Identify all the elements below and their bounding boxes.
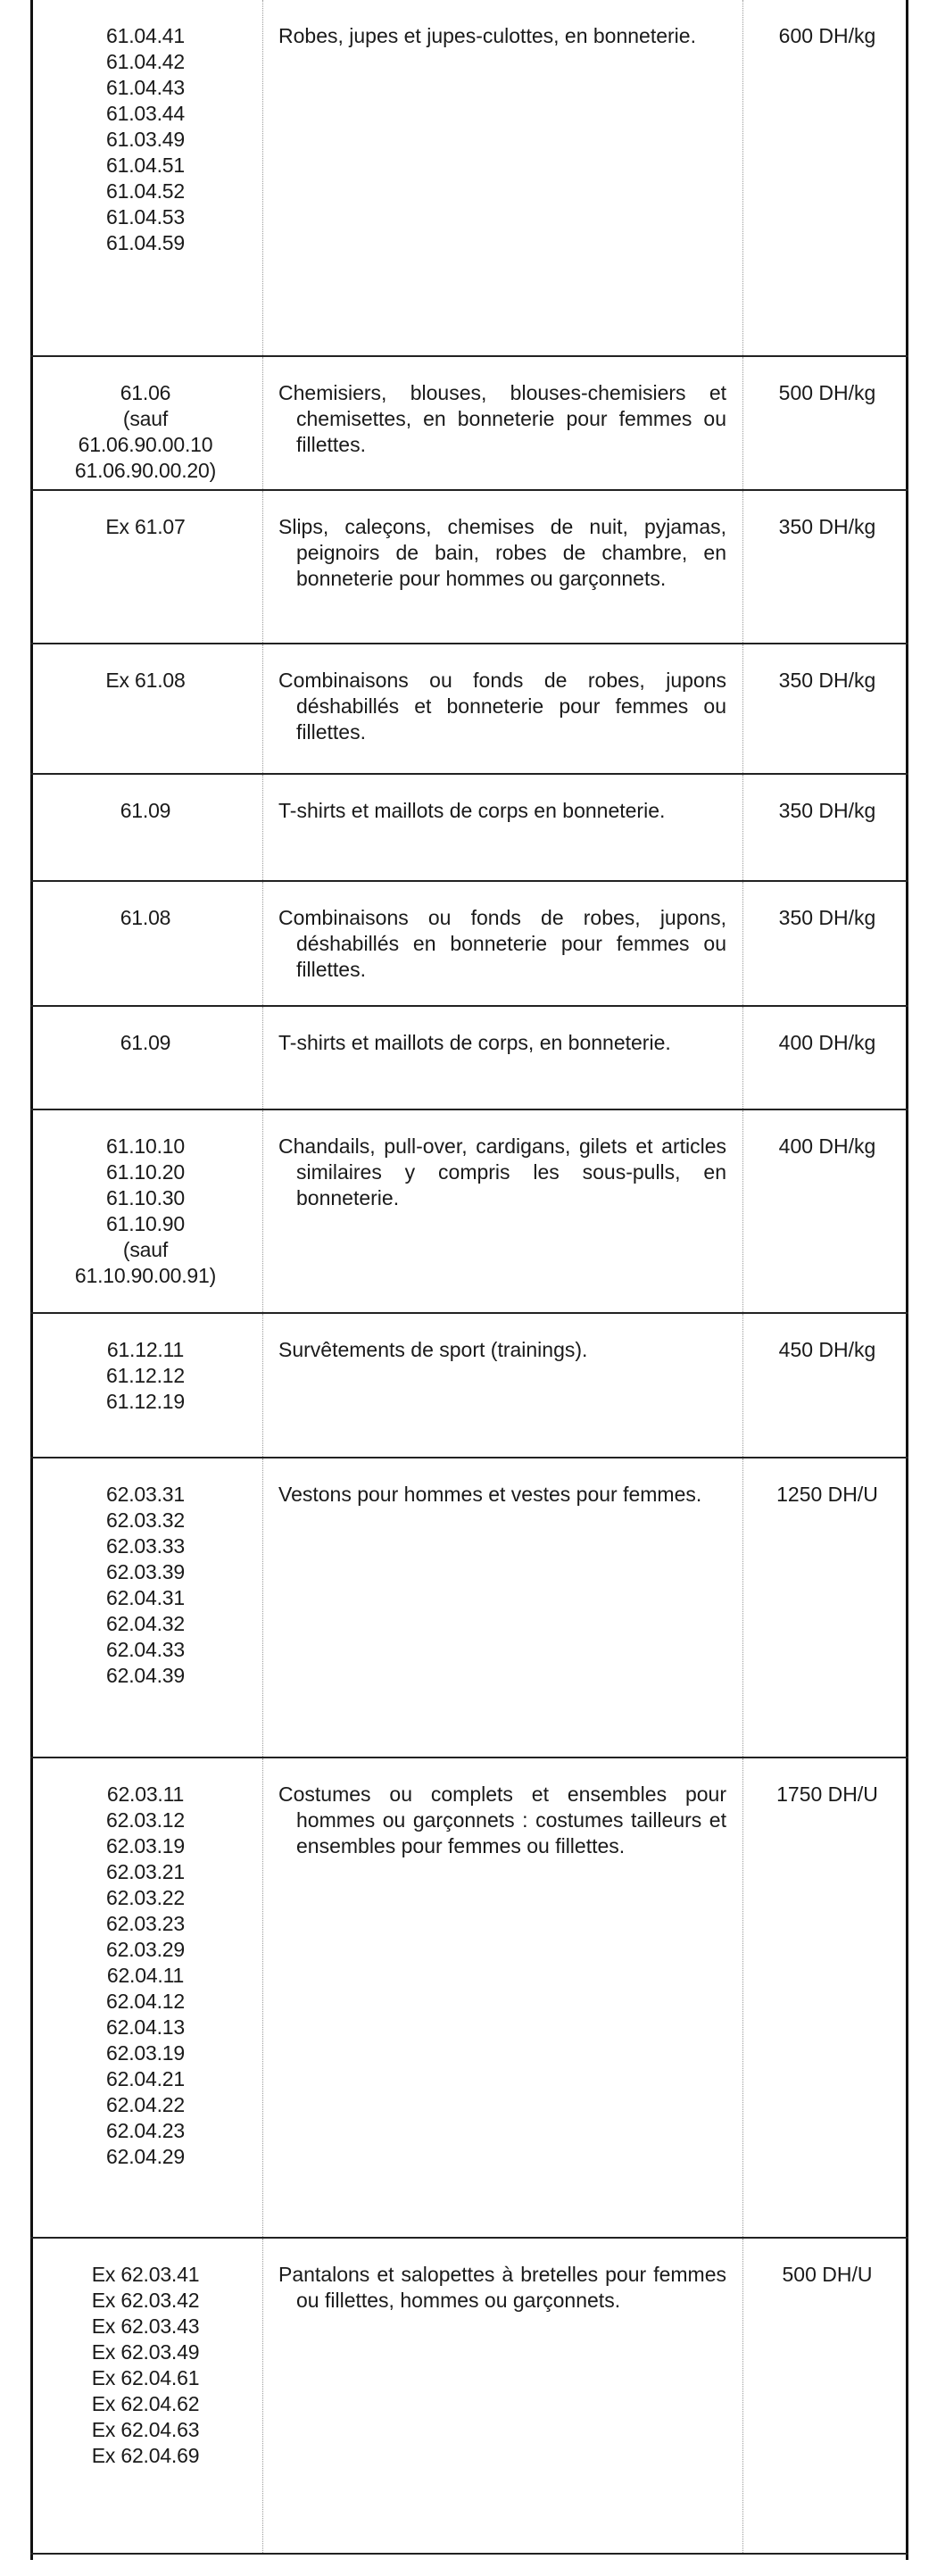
tariff-code: 62.03.19: [106, 2041, 185, 2065]
duty-rate: 350 DH/kg: [778, 515, 876, 538]
duty-rate: 500 DH/U: [782, 2263, 873, 2286]
tariff-code: 62.03.22: [106, 1886, 185, 1909]
column-divider: [262, 644, 263, 773]
tariff-code: 61.10.30: [106, 1186, 185, 1209]
tariff-codes-cell: [39, 798, 252, 824]
table-row: [30, 1007, 908, 1110]
tariff-code: Ex 62.03.41: [91, 2263, 200, 2286]
tariff-code: 61.08: [120, 906, 171, 929]
column-divider: [262, 491, 263, 643]
tariff-codes-cell: [39, 905, 252, 931]
column-divider: [742, 2239, 743, 2553]
column-divider: [742, 882, 743, 1005]
table-row: [30, 1110, 908, 1314]
column-divider: [742, 0, 743, 355]
goods-description: Costumes ou complets et ensembles pour hommes ou garçonnets : costumes tailleurs et ensembles pour femmes ou fillettes.: [278, 1782, 726, 1857]
tariff-code: 61.04.42: [106, 50, 185, 73]
tariff-code: Ex 62.04.69: [91, 2444, 200, 2467]
tariff-codes-cell: [39, 1337, 252, 1415]
tariff-code: Ex 62.04.62: [91, 2392, 200, 2415]
duty-rate: 350 DH/kg: [778, 669, 876, 692]
goods-description: Chemisiers, blouses, blouses-chemisiers et chemisettes, en bonneterie pour femmes ou fillettes.: [278, 381, 726, 456]
duty-rate: 400 DH/kg: [778, 1031, 876, 1054]
tariff-codes-cell: [39, 1134, 252, 1289]
tariff-codes-cell: [39, 23, 252, 256]
tariff-code: 61.10.10: [106, 1134, 185, 1158]
tariff-code: 61.12.19: [106, 1390, 185, 1413]
tariff-code: 61.09: [120, 799, 171, 822]
tariff-codes-cell: [39, 2262, 252, 2469]
duty-rate: 350 DH/kg: [778, 906, 876, 929]
column-divider: [742, 491, 743, 643]
tariff-code: 61.10.20: [106, 1160, 185, 1184]
tariff-code: 62.04.31: [106, 1586, 185, 1609]
column-divider: [742, 1314, 743, 1457]
tariff-code: 62.04.11: [106, 1964, 185, 1987]
tariff-codes-cell: [39, 1482, 252, 1689]
tariff-code: Ex 62.03.43: [91, 2314, 200, 2338]
tariff-code: 62.03.32: [106, 1508, 185, 1532]
goods-description: Slips, caleçons, chemises de nuit, pyjamas, peignoirs de bain, robes de chambre, en bonneterie pour hommes ou garçonnets.: [278, 515, 726, 590]
table-row: [30, 357, 908, 491]
duty-rate: 450 DH/kg: [778, 1338, 876, 1361]
column-divider: [742, 1007, 743, 1109]
tariff-code: 61.10.90.00.91): [74, 1264, 217, 1287]
duty-rate: 1250 DH/U: [776, 1483, 878, 1506]
tariff-code: Ex 61.08: [105, 669, 186, 692]
tariff-codes-cell: [39, 514, 252, 540]
tariff-code: 62.04.29: [106, 2145, 185, 2168]
column-divider: [262, 0, 263, 355]
tariff-code: 61.04.53: [106, 205, 185, 229]
column-divider: [262, 1314, 263, 1457]
tariff-code: 62.04.39: [106, 1664, 185, 1687]
table-row: [30, 644, 908, 775]
column-divider: [742, 1758, 743, 2237]
column-divider: [262, 1110, 263, 1312]
tariff-code: 61.09: [120, 1031, 171, 1054]
tariff-code: 61.03.49: [106, 128, 185, 151]
tariff-code: 62.03.29: [106, 1938, 185, 1961]
table-row: [30, 775, 908, 882]
column-divider: [262, 1007, 263, 1109]
tariff-code: Ex 62.03.42: [91, 2289, 200, 2312]
column-divider: [262, 1758, 263, 2237]
tariff-code: Ex 62.04.63: [91, 2418, 200, 2441]
tariff-codes-cell: [39, 1030, 252, 1056]
column-divider: [742, 1458, 743, 1757]
duty-rate: 600 DH/kg: [778, 24, 876, 47]
tariff-code: 62.04.23: [106, 2119, 185, 2142]
tariff-code: 61.06.90.00.10: [78, 433, 213, 456]
tariff-code: 62.03.31: [106, 1483, 185, 1506]
duty-rate: 500 DH/kg: [778, 381, 876, 404]
duty-rate: 400 DH/kg: [778, 1134, 876, 1158]
tariff-code: 61.12.12: [106, 1364, 185, 1387]
table-row: [30, 882, 908, 1007]
tariff-code: 62.04.12: [106, 1990, 185, 2013]
tariff-code: 61.04.41: [106, 24, 185, 47]
tariff-code: 62.04.22: [106, 2093, 185, 2116]
table-row: [30, 491, 908, 644]
tariff-codes-cell: [39, 380, 252, 484]
goods-description: Combinaisons ou fonds de robes, jupons, déshabillés en bonneterie pour femmes ou fillettes.: [278, 906, 726, 981]
column-divider: [262, 357, 263, 489]
tariff-code: 61.04.43: [106, 76, 185, 99]
goods-description: Combinaisons ou fonds de robes, jupons déshabillés et bonneterie pour femmes ou fillettes.: [278, 669, 726, 744]
tariff-code: 62.04.21: [106, 2067, 185, 2090]
tariff-code: 61.10.90: [106, 1212, 185, 1235]
tariff-code: 62.03.33: [106, 1534, 185, 1558]
column-divider: [742, 775, 743, 880]
tariff-code: (sauf: [122, 407, 169, 430]
tariff-codes-cell: [39, 1782, 252, 2170]
tariff-code: 61.03.44: [106, 102, 185, 125]
goods-description: Robes, jupes et jupes-culottes, en bonneterie.: [278, 24, 696, 47]
tariff-code: 62.03.23: [106, 1912, 185, 1935]
goods-description: Chandails, pull-over, cardigans, gilets et articles similaires y compris les sous-pulls, en bonneterie.: [278, 1134, 726, 1209]
tariff-code: 62.03.19: [106, 1834, 185, 1857]
column-divider: [262, 775, 263, 880]
tariff-code: 61.04.51: [106, 154, 185, 177]
tariff-code: 62.04.33: [106, 1638, 185, 1661]
tariff-codes-cell: [39, 668, 252, 694]
column-divider: [262, 1458, 263, 1757]
tariff-code: 61.04.52: [106, 179, 185, 203]
table-row: [30, 1758, 908, 2239]
table-bottom-rule: [30, 2553, 908, 2555]
tariff-code: 61.06.90.00.20): [74, 459, 217, 482]
tariff-code: Ex 62.03.49: [91, 2340, 200, 2364]
table-row: [30, 1458, 908, 1758]
column-divider: [742, 357, 743, 489]
tariff-code: Ex 61.07: [105, 515, 186, 538]
column-divider: [262, 882, 263, 1005]
tariff-code: 62.03.11: [106, 1782, 185, 1806]
column-divider: [742, 644, 743, 773]
goods-description: T-shirts et maillots de corps en bonneterie.: [278, 799, 666, 822]
tariff-code: 62.04.13: [106, 2015, 185, 2039]
tariff-code: (sauf: [122, 1238, 169, 1261]
tariff-code: 62.04.32: [106, 1612, 185, 1635]
goods-description: T-shirts et maillots de corps, en bonneterie.: [278, 1031, 671, 1054]
tariff-code: 61.06: [120, 381, 171, 404]
duty-rate: 350 DH/kg: [778, 799, 876, 822]
table-row: [30, 0, 908, 357]
tariff-code: 62.03.21: [106, 1860, 185, 1883]
column-divider: [742, 1110, 743, 1312]
tariff-code: 61.04.59: [106, 231, 185, 254]
tariff-code: 62.03.39: [106, 1560, 185, 1583]
table-row: [30, 1314, 908, 1458]
tariff-code: Ex 62.04.61: [91, 2366, 200, 2389]
goods-description: Vestons pour hommes et vestes pour femmes.: [278, 1483, 702, 1506]
duty-rate: 1750 DH/U: [776, 1782, 878, 1806]
goods-description: Survêtements de sport (trainings).: [278, 1338, 588, 1361]
tariff-code: 62.03.12: [106, 1808, 185, 1832]
column-divider: [262, 2239, 263, 2553]
goods-description: Pantalons et salopettes à bretelles pour femmes ou fillettes, hommes ou garçonnets.: [278, 2263, 726, 2312]
table-row: [30, 2239, 908, 2553]
tariff-code: 61.12.11: [106, 1338, 185, 1361]
